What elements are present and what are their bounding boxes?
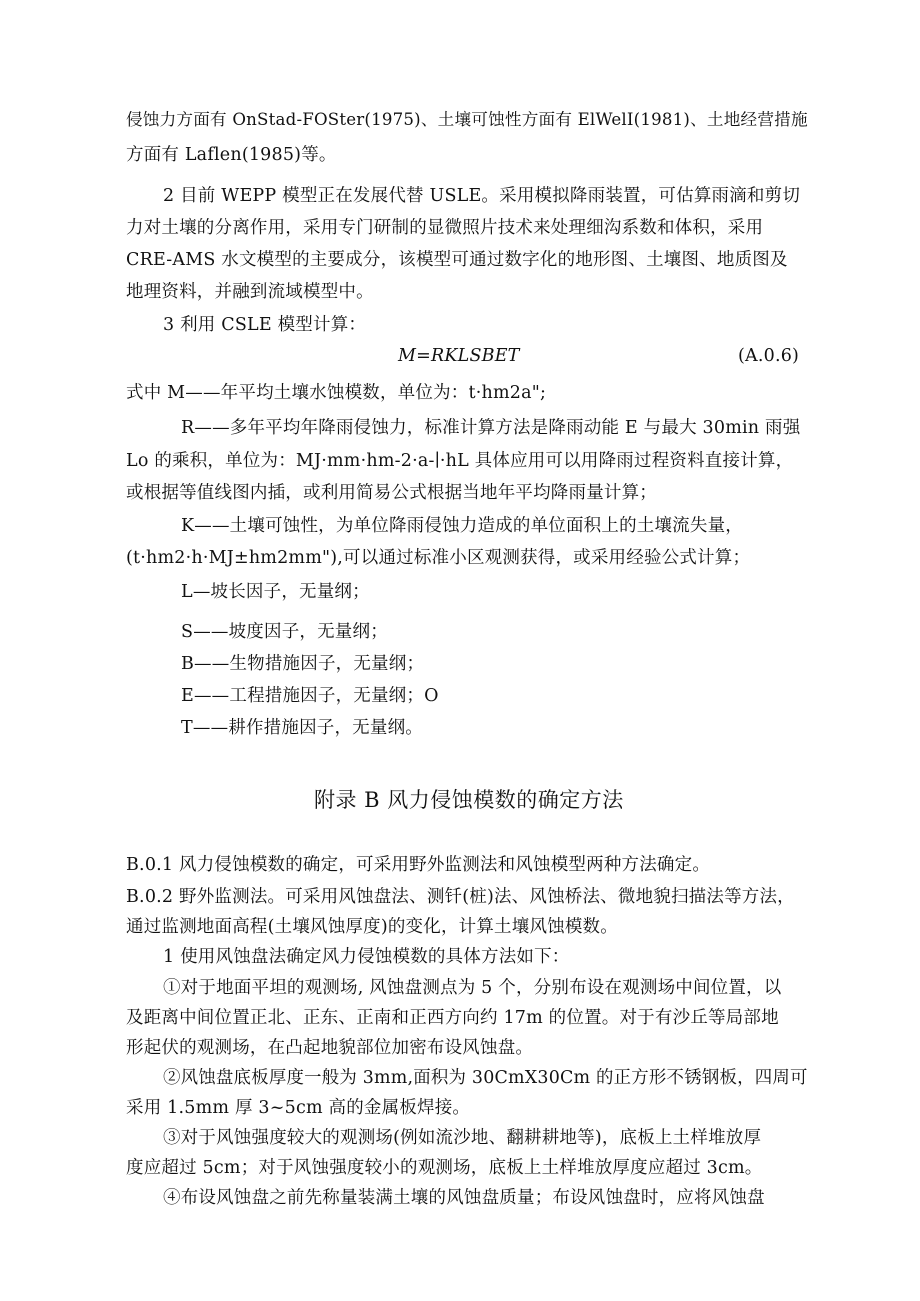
paragraph-1-line-2: 方面有 Laflen(1985)等。 xyxy=(126,145,337,165)
point-2-line-1: ②风蚀盘底板厚度一般为 3mm,面积为 30CmX30Cm 的正方形不锈钢板，四周可 xyxy=(163,1068,808,1088)
item-2-line-4: 地理资料，并融到流域模型中。 xyxy=(126,282,374,302)
definition-l: L—坡长因子，无量纲； xyxy=(181,582,370,602)
point-2-line-2: 采用 1.5mm 厚 3~5cm 高的金属板焊接。 xyxy=(126,1098,471,1118)
point-3-line-1: ③对于风蚀强度较大的观测场(例如流沙地、翻耕耕地等)，底板上土样堆放厚 xyxy=(163,1128,762,1148)
definition-t: T——耕作措施因子，无量纲。 xyxy=(181,718,423,738)
definition-e: E——工程措施因子，无量纲；O xyxy=(181,686,439,706)
formula: M=RKLSBET xyxy=(398,346,520,366)
definition-k-line-1: K——土壤可蚀性，为单位降雨侵蚀力造成的单位面积上的土壤流失量， xyxy=(181,516,743,536)
point-1-line-1: ①对于地面平坦的观测场, 风蚀盘测点为 5 个，分别布设在观测场中间位置，以 xyxy=(163,978,782,998)
definition-s: S——坡度因子，无量纲； xyxy=(181,622,388,642)
item-2-line-3: CRE-AMS 水文模型的主要成分，该模型可通过数字化的地形图、土壤图、地质图及 xyxy=(126,250,788,270)
point-4-line-1: ④布设风蚀盘之前先称量装满土壤的风蚀盘质量；布设风蚀盘时，应将风蚀盘 xyxy=(163,1188,765,1208)
clause-b01: B.0.1 风力侵蚀模数的确定，可采用野外监测法和风蚀模型两种方法确定。 xyxy=(126,855,711,875)
appendix-b-title: 附录 B 风力侵蚀模数的确定方法 xyxy=(314,788,624,812)
item-2-line-2: 力对土壤的分离作用，采用专门研制的显微照片技术来处理细沟系数和体积，采用 xyxy=(126,218,764,238)
definition-r-line-2: Lo 的乘积，单位为：MJ·mm·hm-2·a-∣·hL 具体应用可以用降雨过程资料直接计算， xyxy=(126,451,794,471)
clause-b02-line-2: 通过监测地面高程(土壤风蚀厚度)的变化，计算土壤风蚀模数。 xyxy=(126,917,618,937)
definition-r-line-1: R——多年平均年降雨侵蚀力，标准计算方法是降雨动能 E 与最大 30min 雨强 xyxy=(181,418,801,438)
point-3-line-2: 度应超过 5cm；对于风蚀强度较小的观测场，底板上土样堆放厚度应超过 3cm。 xyxy=(126,1158,763,1178)
item-3-text: 3 利用 CSLE 模型计算： xyxy=(163,315,367,335)
definition-r-line-3: 或根据等值线图内插，或利用简易公式根据当地年平均降雨量计算； xyxy=(126,483,657,503)
point-1-line-3: 形起伏的观测场，在凸起地貌部位加密布设风蚀盘。 xyxy=(126,1038,534,1058)
clause-b02-line-1: B.0.2 野外监测法。可采用风蚀盘法、测钎(桩)法、风蚀桥法、微地貌扫描法等方法， xyxy=(126,887,795,907)
item-2-line-1: 2 目前 WEPP 模型正在发展代替 USLE。采用模拟降雨装置，可估算雨滴和剪切 xyxy=(163,186,801,206)
point-1-line-2: 及距离中间位置正北、正东、正南和正西方向约 17m 的位置。对于有沙丘等局部地 xyxy=(126,1008,779,1028)
paragraph-1-line-1: 侵蚀力方面有 OnStad-FOSter(1975)、土壤可蚀性方面有 ElWelI(1981)、土地经营措施 xyxy=(126,110,808,129)
definition-m: 式中 M——年平均土壤水蚀模数，单位为：t·hm2a"; xyxy=(126,383,547,403)
definition-b: B——生物措施因子，无量纲； xyxy=(181,654,425,674)
step-1: 1 使用风蚀盘法确定风力侵蚀模数的具体方法如下： xyxy=(163,947,570,967)
formula-number: (A.0.6) xyxy=(738,346,800,366)
definition-k-line-2: (t·hm2·h·MJ±hm2mm"),可以通过标准小区观测获得，或采用经验公式计算； xyxy=(126,548,751,568)
